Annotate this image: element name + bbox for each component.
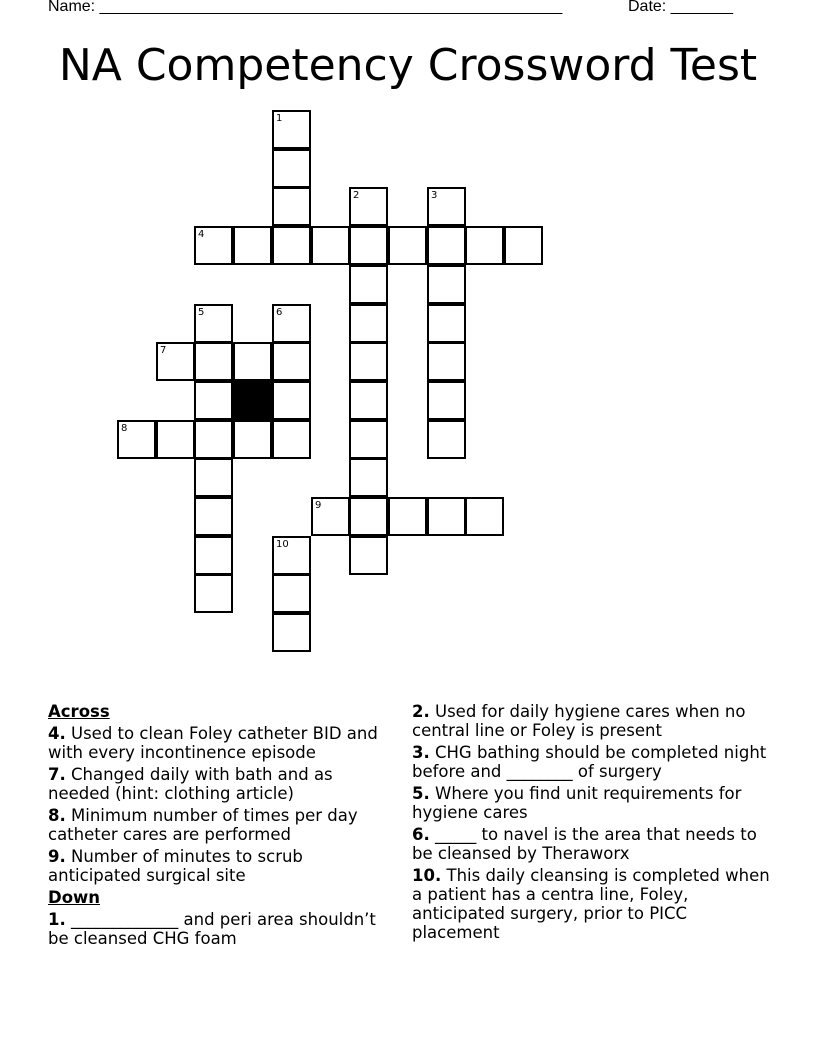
- down-clue-2: [412, 702, 772, 740]
- crossword-cell[interactable]: [349, 497, 388, 536]
- clues-left-column: [48, 702, 388, 951]
- clue-number: 9.: [48, 847, 66, 866]
- clue-text: This daily cleansing is completed when a patient has a centra line, Foley, anticipated surgery, prior to PICC placement: [412, 866, 770, 942]
- clue-number: 1.: [48, 910, 66, 929]
- crossword-cell[interactable]: [427, 226, 466, 265]
- clue-number: 6.: [412, 825, 430, 844]
- crossword-cell[interactable]: [272, 574, 311, 613]
- crossword-cell[interactable]: [233, 420, 272, 459]
- crossword-cell[interactable]: [194, 342, 233, 381]
- clue-number-label: 9: [315, 500, 322, 511]
- cell-2[interactable]: [349, 187, 388, 226]
- down-clue-10: [412, 866, 772, 942]
- page-title: NA Competency Crossword Test: [58, 40, 758, 91]
- clue-text: _____ to navel is the area that needs to be cleansed by Theraworx: [412, 825, 757, 863]
- cell-9[interactable]: [311, 497, 350, 536]
- crossword-cell[interactable]: [504, 226, 543, 265]
- down-clue-6: [412, 825, 772, 863]
- crossword-cell[interactable]: [272, 149, 311, 188]
- crossword-cell[interactable]: [349, 536, 388, 575]
- clue-text: Used for daily hygiene cares when no central line or Foley is present: [412, 702, 746, 740]
- crossword-cell[interactable]: [311, 226, 350, 265]
- cell-8[interactable]: [117, 420, 156, 459]
- crossword-cell[interactable]: [194, 536, 233, 575]
- crossword-cell[interactable]: [349, 420, 388, 459]
- crossword-cell[interactable]: [388, 226, 427, 265]
- date-field-label[interactable]: Date: _______: [628, 0, 733, 15]
- clue-text: Where you find unit requirements for hygiene cares: [412, 784, 742, 822]
- crossword-cell[interactable]: [349, 342, 388, 381]
- down-heading: Down: [48, 888, 101, 907]
- crossword-cell[interactable]: [349, 304, 388, 343]
- clue-number-label: 7: [160, 345, 167, 356]
- cell-4[interactable]: [194, 226, 233, 265]
- clue-text: Used to clean Foley catheter BID and with every incontinence episode: [48, 724, 378, 762]
- clue-text: Minimum number of times per day catheter cares are performed: [48, 806, 358, 844]
- crossword-cell[interactable]: [194, 574, 233, 613]
- cell-10[interactable]: [272, 536, 311, 575]
- clue-number-label: 10: [276, 539, 289, 550]
- crossword-cell[interactable]: [233, 226, 272, 265]
- crossword-cell[interactable]: [194, 420, 233, 459]
- clue-text: CHG bathing should be completed night before and ________ of surgery: [412, 743, 767, 781]
- crossword-cell[interactable]: [272, 613, 311, 652]
- clue-text: Changed daily with bath and as needed (hint: clothing article): [48, 765, 333, 803]
- clue-number: 5.: [412, 784, 430, 803]
- cell-3[interactable]: [427, 187, 466, 226]
- across-clue-8: [48, 806, 388, 844]
- clue-number-label: 6: [276, 307, 283, 318]
- crossword-cell[interactable]: [194, 381, 233, 420]
- across-clue-4: [48, 724, 388, 762]
- name-field-label[interactable]: Name: ____________________________________________________: [48, 0, 563, 15]
- black-square: [233, 381, 272, 420]
- clues-right-column: [412, 702, 772, 945]
- clue-number: 8.: [48, 806, 66, 825]
- clue-text: Number of minutes to scrub anticipated surgical site: [48, 847, 303, 885]
- crossword-cell[interactable]: [465, 497, 504, 536]
- crossword-cell[interactable]: [427, 342, 466, 381]
- clue-number: 3.: [412, 743, 430, 762]
- crossword-cell[interactable]: [272, 226, 311, 265]
- cell-5[interactable]: [194, 304, 233, 343]
- clue-number-label: 3: [431, 190, 438, 201]
- cell-6[interactable]: [272, 304, 311, 343]
- crossword-cell[interactable]: [427, 420, 466, 459]
- down-clue-1: [48, 910, 388, 948]
- crossword-cell[interactable]: [427, 497, 466, 536]
- clue-number: 7.: [48, 765, 66, 784]
- clue-number: 4.: [48, 724, 66, 743]
- crossword-cell[interactable]: [272, 342, 311, 381]
- crossword-cell[interactable]: [349, 265, 388, 304]
- clue-number-label: 5: [198, 307, 205, 318]
- crossword-cell[interactable]: [233, 342, 272, 381]
- clue-number-label: 4: [198, 229, 205, 240]
- crossword-cell[interactable]: [427, 265, 466, 304]
- crossword-cell[interactable]: [194, 458, 233, 497]
- crossword-cell[interactable]: [349, 458, 388, 497]
- across-clue-9: [48, 847, 388, 885]
- crossword-cell[interactable]: [194, 497, 233, 536]
- crossword-cell[interactable]: [427, 381, 466, 420]
- crossword-cell[interactable]: [272, 420, 311, 459]
- down-clue-3: [412, 743, 772, 781]
- crossword-cell[interactable]: [349, 226, 388, 265]
- clue-number: 10.: [412, 866, 442, 885]
- clue-number: 2.: [412, 702, 430, 721]
- clue-number-label: 1: [276, 113, 283, 124]
- clue-number-label: 8: [121, 423, 128, 434]
- cell-1[interactable]: [272, 110, 311, 149]
- clue-number-label: 2: [353, 190, 360, 201]
- clue-text: _____________ and peri area shouldn’t be cleansed CHG foam: [48, 910, 376, 948]
- across-clue-7: [48, 765, 388, 803]
- crossword-cell[interactable]: [427, 304, 466, 343]
- crossword-cell[interactable]: [156, 420, 195, 459]
- crossword-cell[interactable]: [272, 187, 311, 226]
- crossword-cell[interactable]: [349, 381, 388, 420]
- crossword-cell[interactable]: [388, 497, 427, 536]
- down-clue-5: [412, 784, 772, 822]
- across-heading: Across: [48, 702, 110, 721]
- crossword-cell[interactable]: [272, 381, 311, 420]
- crossword-cell[interactable]: [465, 226, 504, 265]
- cell-7[interactable]: [156, 342, 195, 381]
